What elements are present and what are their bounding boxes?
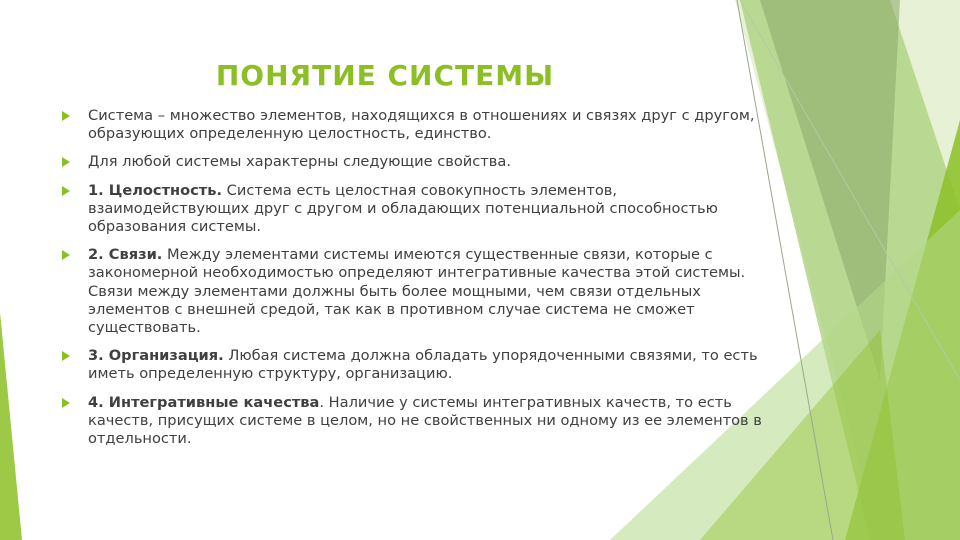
triangle-bullet-icon	[62, 250, 70, 260]
triangle-bullet-icon	[62, 157, 70, 167]
triangle-bullet-icon	[62, 111, 70, 121]
content-list	[62, 107, 762, 458]
list-item	[62, 153, 762, 171]
item-text: Любая система должна обладать упорядоченными связями, то есть иметь определенную структуру, организацию.	[88, 347, 758, 383]
triangle-bullet-icon	[62, 186, 70, 196]
item-text: . Наличие у системы интегративных качеств, то есть качеств, присущих системе в целом, но не свойственных ни одному из ее элементов в отдельности.	[88, 393, 762, 448]
decor-left-triangle	[0, 312, 22, 540]
list-item	[62, 394, 762, 449]
item-text: Между элементами системы имеются существенные связи, которые с закономерной необходимостью определяют интегративные качества этой системы. Связи между элементами должны быть более мощными, чем связи отдельных элементов с внешней средой, так как в противном случае система не сможет существовать.	[88, 246, 746, 337]
triangle-bullet-icon	[62, 398, 70, 408]
slide-title: ПОНЯТИЕ СИСТЕМЫ	[215, 59, 555, 92]
list-item	[62, 246, 762, 337]
item-text: Система – множество элементов, находящихся в отношениях и связях друг с другом, образующих определенную целостность, единство.	[88, 107, 755, 143]
item-bold: 4. Интегративные качества	[88, 393, 320, 411]
item-bold: 1. Целостность.	[88, 181, 223, 199]
list-item	[62, 182, 762, 237]
list-item	[62, 347, 762, 383]
list-item	[62, 107, 762, 143]
item-bold: 2. Связи.	[88, 246, 163, 264]
item-text: Для любой системы характерны следующие свойства.	[88, 153, 511, 171]
item-bold: 3. Организация.	[88, 347, 224, 365]
item-text: Система есть целостная совокупность элементов, взаимодействующих друг с другом и обладающих потенциальной способностью образования системы.	[88, 181, 718, 236]
triangle-bullet-icon	[62, 351, 70, 361]
